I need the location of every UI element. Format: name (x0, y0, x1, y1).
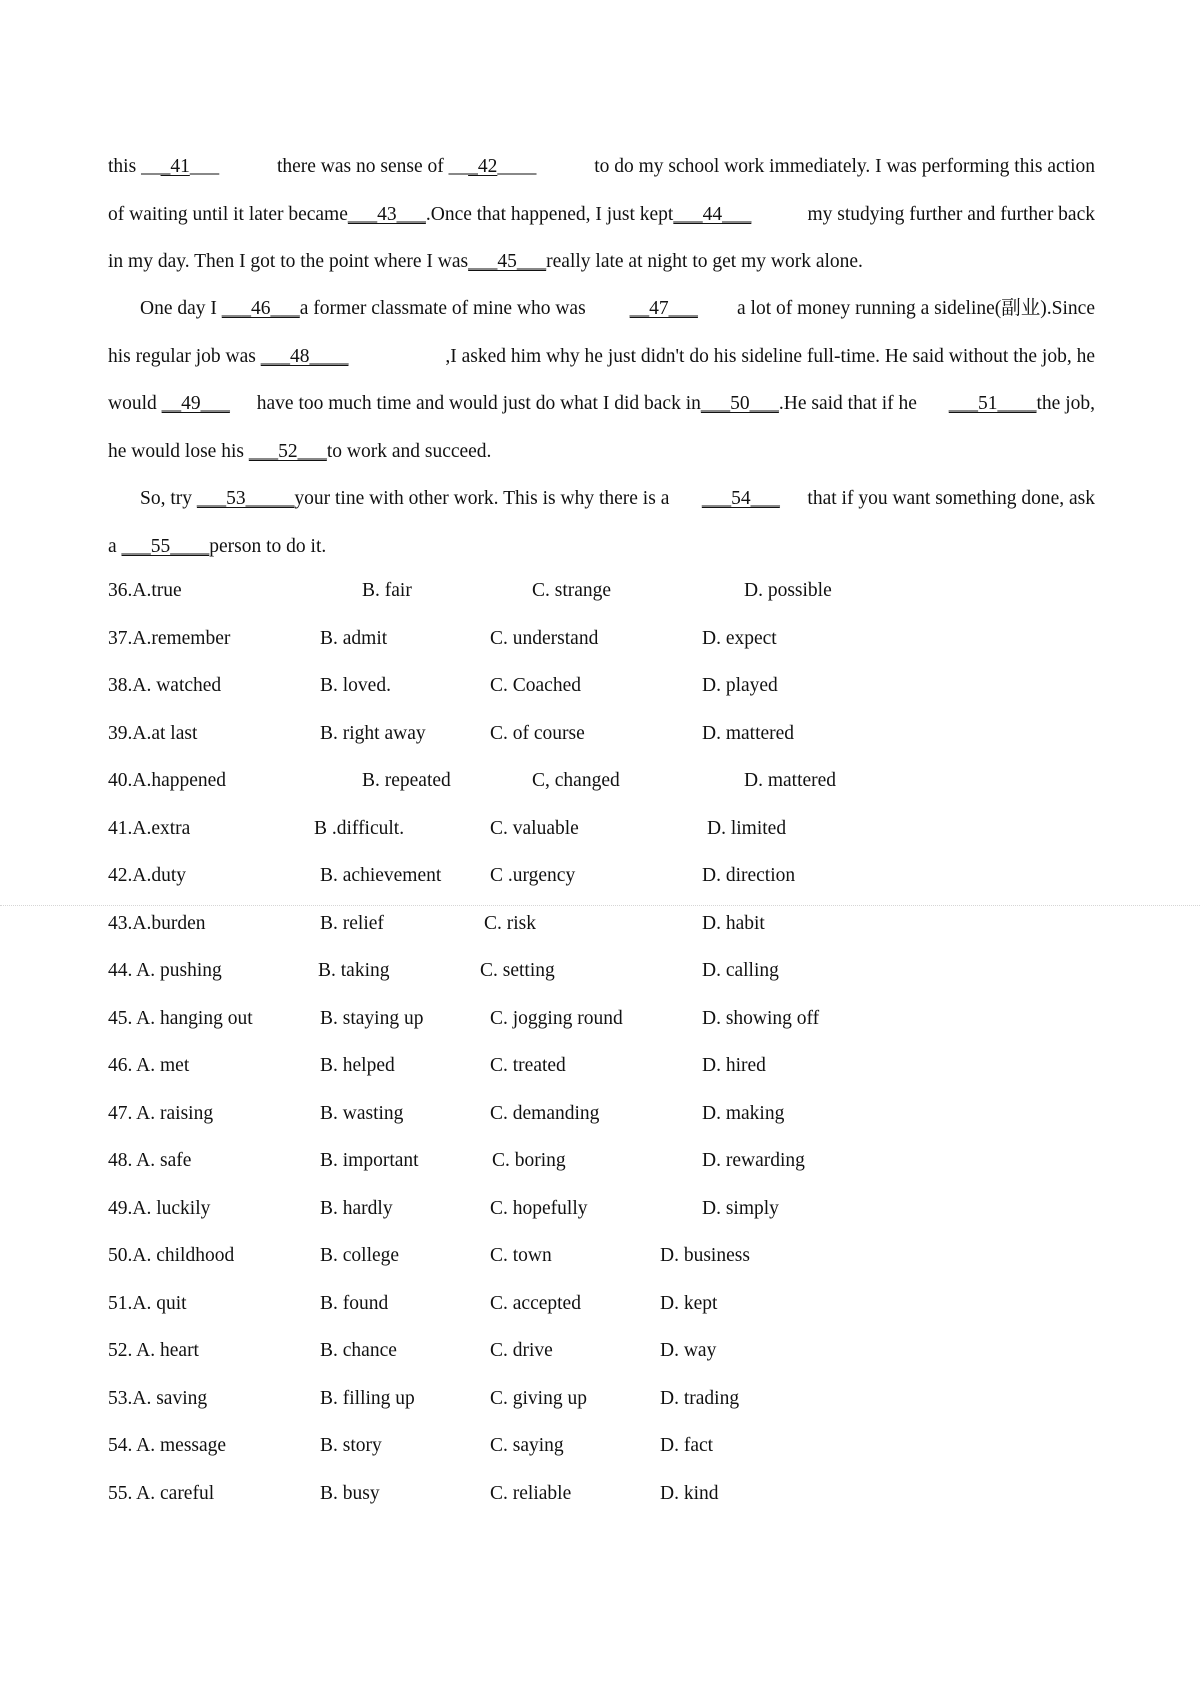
passage-text: in my day. Then I got to the point where I was (108, 251, 469, 272)
blank-44: ___44___ (673, 203, 752, 225)
option-a: 52. A. heart (108, 1340, 199, 1361)
answer-options (108, 567, 1008, 1517)
option-a: 36.A.true (108, 580, 182, 601)
option-d: D. rewarding (702, 1150, 805, 1171)
passage-text: the job, (1036, 393, 1095, 414)
option-row (108, 1042, 1008, 1090)
option-b: B. chance (320, 1340, 397, 1361)
passage-text: he would lose his (108, 440, 249, 462)
option-c: C. strange (532, 580, 612, 601)
blank-54: ___54___ (701, 488, 780, 509)
option-a: 42.A.duty (108, 865, 186, 886)
option-b: B. busy (320, 1482, 380, 1504)
option-d: D. direction (702, 865, 796, 886)
passage-text-group (108, 380, 230, 428)
option-row (108, 567, 1008, 615)
passage-line (108, 238, 1095, 286)
blank-45: ___45___ (468, 251, 547, 272)
option-d: D. making (702, 1102, 785, 1124)
passage-text: .He said that if he (778, 393, 922, 414)
option-c: C. reliable (490, 1482, 572, 1504)
option-b: B. hardly (320, 1197, 393, 1219)
option-b: B. taking (318, 960, 390, 981)
option-d: D. expect (702, 627, 777, 649)
passage-text: this (108, 156, 142, 177)
passage-text-group (257, 380, 922, 428)
option-d: D. simply (702, 1197, 779, 1219)
passage-text-group (140, 475, 674, 523)
passage-text: his regular job was (108, 345, 261, 367)
option-b: B. achievement (320, 865, 442, 886)
option-c: C. accepted (490, 1292, 581, 1314)
option-d: D. kept (660, 1292, 718, 1314)
option-c: C. saying (490, 1435, 564, 1456)
option-b: B. college (320, 1245, 400, 1266)
option-row (108, 1232, 1008, 1280)
passage-text: really late at night to get my work alone. (546, 251, 863, 272)
option-d: D. way (660, 1340, 717, 1361)
option-row (108, 805, 1008, 853)
option-row (108, 1137, 1008, 1185)
option-a: 47. A. raising (108, 1102, 214, 1124)
option-row (108, 1375, 1008, 1423)
blank-49: __49___ (161, 393, 230, 414)
option-row (108, 995, 1008, 1043)
blank-47: __47___ (629, 298, 698, 319)
passage-text: __ (141, 156, 161, 177)
option-c: C. setting (480, 960, 555, 981)
option-row (108, 710, 1008, 758)
option-c: C. drive (490, 1340, 553, 1361)
blank-55: ___55____ (121, 535, 210, 557)
option-row (108, 1327, 1008, 1375)
passage-paragraph-1 (108, 143, 1095, 286)
option-d: D. kind (660, 1482, 719, 1504)
passage-text: a former classmate of mine who was (299, 298, 591, 319)
option-row (108, 900, 1008, 948)
option-d: D. possible (744, 580, 832, 601)
passage-text-group (108, 333, 348, 381)
option-a: 45. A. hanging out (108, 1007, 253, 1029)
option-row (108, 662, 1008, 710)
passage-line (108, 380, 1095, 428)
passage-text: that if you want something done, ask (807, 488, 1095, 509)
blank-53: ___53_____ (196, 488, 295, 509)
option-a: 41.A.extra (108, 817, 191, 839)
option-a: 43.A.burden (108, 912, 206, 934)
passage-text: of waiting until it later became (108, 203, 348, 225)
passage-text: a lot of money running a sideline(副业).Since (737, 298, 1095, 319)
blank-48: ___48____ (260, 345, 349, 367)
option-c: C. risk (484, 912, 537, 934)
option-b: B. right away (320, 722, 426, 744)
option-a: 53.A. saving (108, 1387, 208, 1409)
option-b: B. story (320, 1435, 382, 1456)
option-b: B. found (320, 1292, 389, 1314)
option-a: 48. A. safe (108, 1150, 192, 1171)
option-row (108, 757, 1008, 805)
passage-paragraph-3 (108, 475, 1095, 570)
passage-text-group (140, 285, 591, 333)
blank-41: _41 (160, 156, 190, 177)
option-a: 51.A. quit (108, 1292, 187, 1314)
option-row (108, 1185, 1008, 1233)
option-c: C. giving up (490, 1387, 587, 1409)
option-b: B. important (320, 1150, 419, 1171)
option-row (108, 947, 1008, 995)
option-c: C. valuable (490, 817, 579, 839)
option-d: D. business (660, 1245, 750, 1266)
option-d: D. mattered (702, 722, 795, 744)
option-a: 44. A. pushing (108, 960, 222, 981)
option-d: D. habit (702, 912, 765, 934)
option-a: 54. A. message (108, 1435, 227, 1456)
passage-line (108, 523, 1095, 571)
option-row (108, 852, 1008, 900)
passage-line (108, 333, 1095, 381)
passage-text: ____ (497, 156, 542, 177)
blank-43: ___43___ (347, 203, 426, 225)
option-b: B. fair (362, 580, 412, 601)
passage-text: to work and succeed. (326, 440, 492, 462)
option-a: 39.A.at last (108, 722, 198, 744)
option-d: D. calling (702, 960, 779, 981)
option-a: 50.A. childhood (108, 1245, 235, 1266)
option-c: C. boring (492, 1150, 566, 1171)
option-row (108, 1470, 1008, 1518)
option-d: D. fact (660, 1435, 714, 1456)
option-c: C. understand (490, 627, 599, 649)
option-a: 49.A. luckily (108, 1197, 211, 1219)
option-b: B. wasting (320, 1102, 404, 1124)
passage-text: ___ (189, 156, 224, 177)
passage-text-group (277, 143, 541, 191)
option-c: C. treated (490, 1055, 566, 1076)
option-d: D. trading (660, 1387, 740, 1409)
passage-text: there was no sense of (276, 156, 449, 177)
option-d: D. hired (702, 1055, 766, 1076)
option-c: C. town (490, 1245, 552, 1266)
option-c: C. demanding (490, 1102, 600, 1124)
blank-42: _42 (468, 156, 498, 177)
option-a: 55. A. careful (108, 1482, 215, 1504)
passage-text: __ (448, 156, 469, 177)
option-b: B. relief (320, 912, 384, 934)
passage-text-group (108, 143, 224, 191)
option-row (108, 1280, 1008, 1328)
option-c: C. hopefully (490, 1197, 588, 1219)
passage-line (108, 285, 1095, 333)
option-b: B. staying up (320, 1007, 424, 1029)
passage-text-group (108, 191, 751, 239)
passage-text: a (108, 535, 122, 557)
passage-text: One day I (140, 298, 222, 319)
passage-text: person to do it. (209, 535, 327, 557)
passage-text-group (949, 380, 1095, 428)
option-b: B. helped (320, 1055, 395, 1076)
passage-text: my studying further and further back (807, 203, 1095, 225)
option-a: 37.A.remember (108, 627, 231, 649)
option-a: 46. A. met (108, 1055, 190, 1076)
option-b: B .difficult. (314, 817, 405, 839)
passage-text: your tine with other work. This is why there is a (294, 488, 675, 509)
option-c: C, changed (532, 770, 620, 791)
passage-line (108, 191, 1095, 239)
option-c: C. of course (490, 722, 585, 744)
option-a: 38.A. watched (108, 675, 222, 696)
passage-text: ,I asked him why he just didn't do his sideline full-time. He said without the job, he (445, 345, 1095, 367)
option-b: B. repeated (362, 770, 451, 791)
passage-text: .Once that happened, I just kept (425, 203, 674, 225)
passage-line (108, 143, 1095, 191)
option-c: C. Coached (490, 675, 581, 696)
blank-52: ___52___ (248, 440, 327, 462)
option-row (108, 615, 1008, 663)
option-c: C. jogging round (490, 1007, 623, 1029)
passage-line (108, 475, 1095, 523)
option-b: B. loved. (320, 675, 391, 696)
option-d: D. played (702, 675, 778, 696)
passage-text: would (108, 393, 162, 414)
blank-50: ___50___ (700, 393, 779, 414)
option-b: B. admit (320, 627, 388, 649)
blank-51: ___51____ (948, 393, 1037, 414)
option-d: D. showing off (702, 1007, 820, 1029)
option-b: B. filling up (320, 1387, 415, 1409)
passage-text: have too much time and would just do what I did back in (256, 393, 701, 414)
option-d: D. limited (707, 817, 787, 839)
passage-text: to do my school work immediately. I was performing this action (594, 156, 1095, 177)
passage-paragraph-2 (108, 285, 1095, 475)
blank-46: ___46___ (221, 298, 300, 319)
option-d: D. mattered (744, 770, 837, 791)
option-row (108, 1422, 1008, 1470)
option-a: 40.A.happened (108, 770, 227, 791)
option-row (108, 1090, 1008, 1138)
passage-line (108, 428, 1095, 476)
passage-text: So, try (140, 488, 197, 509)
option-c: C .urgency (490, 865, 576, 886)
